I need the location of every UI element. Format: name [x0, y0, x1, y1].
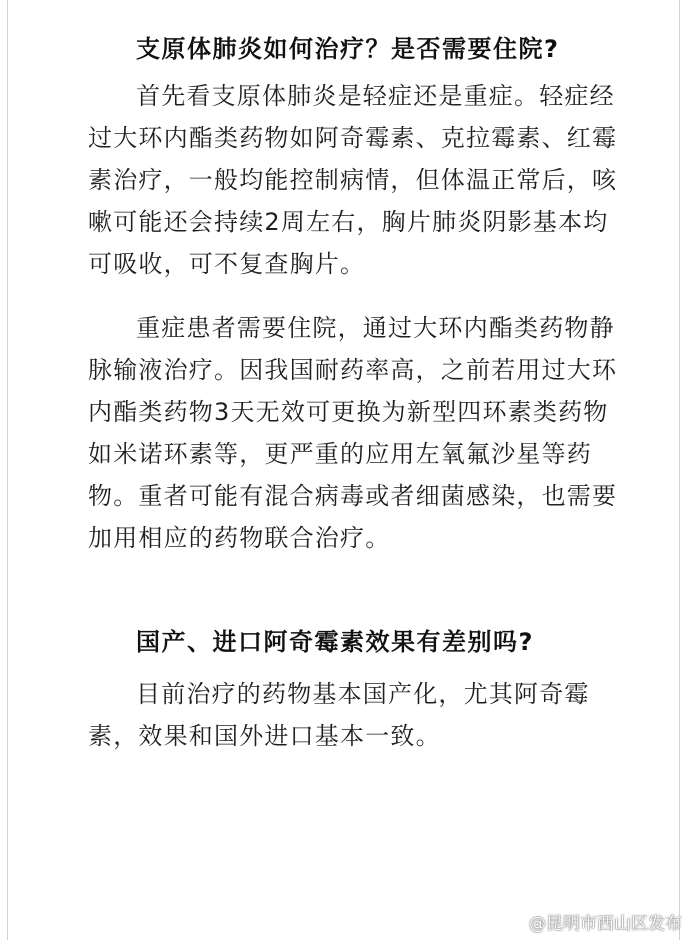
paragraph-domestic-vs-import: 目前治疗的药物基本国产化，尤其阿奇霉素，效果和国外进口基本一致。	[88, 680, 590, 750]
right-border-line	[679, 0, 680, 940]
weibo-icon	[503, 913, 525, 931]
weibo-watermark	[503, 909, 682, 934]
left-border-line	[7, 0, 8, 940]
paragraph-severe-cases: 重症患者需要住院，通过大环内酯类药物静脉输液治疗。因我国耐药率高，之前若用过大环内酯类药物3天无效可更换为新型四环素类药物如米诺环素等，更严重的应用左氧氟沙星等药物。重者可能有混合病毒或者细菌感染，也需要加用相应的药物联合治疗。	[88, 314, 618, 552]
section-heading-domestic-vs-import: 国产、进口阿奇霉素效果有差别吗?	[136, 628, 534, 656]
watermark-text: @昆明市西山区发布	[529, 914, 682, 934]
article-body	[88, 28, 628, 757]
section-heading-treatment: 支原体肺炎如何治疗？是否需要住院?	[136, 35, 560, 63]
paragraph-mild-cases: 首先看支原体肺炎是轻症还是重症。轻症经过大环内酯类药物如阿奇霉素、克拉霉素、红霉素治疗，一般均能控制病情，但体温正常后，咳嗽可能还会持续2周左右，胸片肺炎阴影基本均可吸收，可不复查胸片。	[88, 82, 618, 278]
